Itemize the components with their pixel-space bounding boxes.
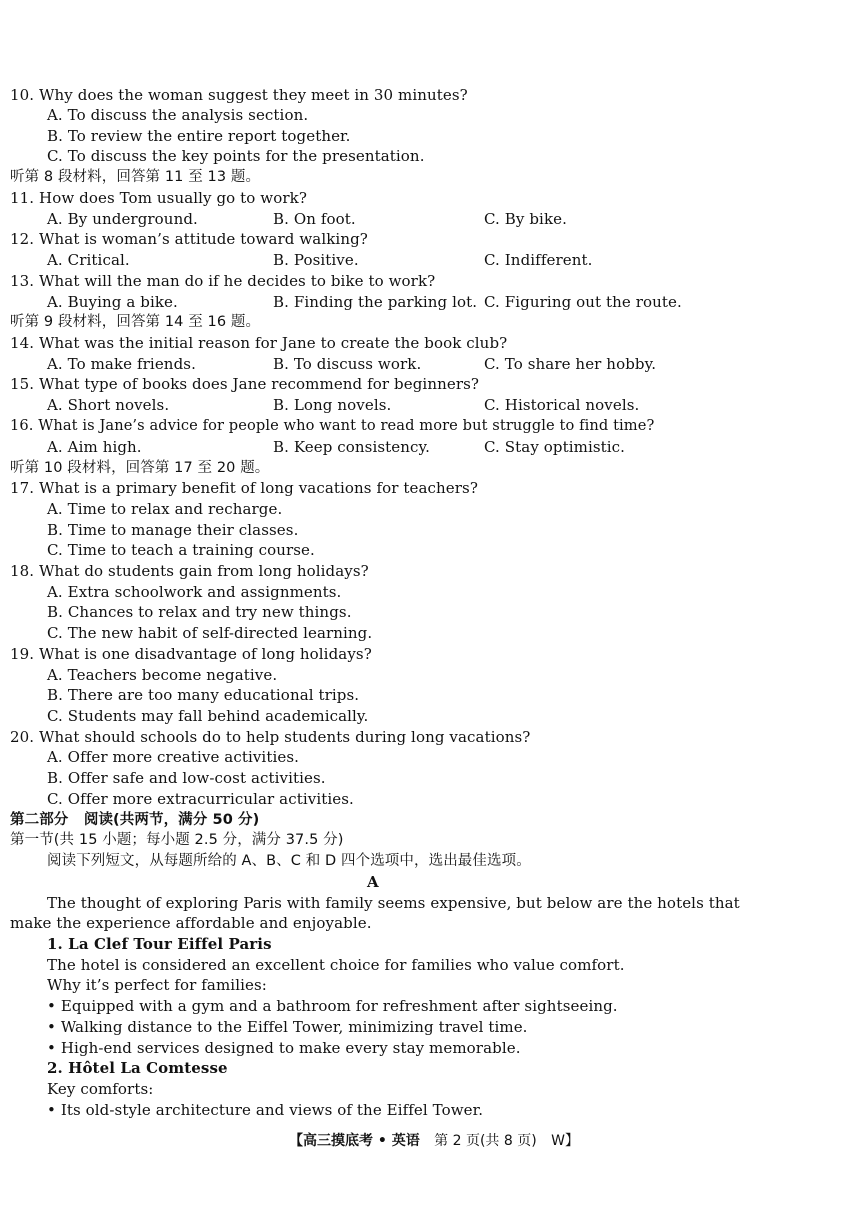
- question-13-option-c: C. Figuring out the route.: [484, 293, 682, 311]
- section-1-heading: 第一节(共 15 小题；每小题 2.5 分，满分 37.5 分): [10, 832, 344, 848]
- reading-instruction: 阅读下列短文，从每题所给的 A、B、C 和 D 四个选项中，选出最佳选项。: [47, 853, 531, 869]
- question-16-option-a: A. Aim high.: [47, 438, 142, 456]
- question-10-option-a: A. To discuss the analysis section.: [47, 106, 309, 124]
- passage-letter: A: [367, 873, 379, 891]
- footer-code: W】: [551, 1133, 579, 1149]
- question-17-option-c: C. Time to teach a training course.: [47, 541, 315, 559]
- question-10-stem: 10. Why does the woman suggest they meet in 30 minutes?: [10, 86, 468, 104]
- question-11-stem: 11. How does Tom usually go to work?: [10, 189, 307, 207]
- question-17-option-b: B. Time to manage their classes.: [47, 521, 299, 539]
- question-19-stem: 19. What is one disadvantage of long holidays?: [10, 645, 372, 663]
- question-12-option-c: C. Indifferent.: [484, 251, 593, 269]
- question-20-stem: 20. What should schools do to help students during long vacations?: [10, 728, 531, 746]
- question-13-stem: 13. What will the man do if he decides to bike to work?: [10, 272, 436, 290]
- question-16-option-c: C. Stay optimistic.: [484, 438, 626, 456]
- question-15-option-a: A. Short novels.: [47, 396, 170, 414]
- question-14-option-c: C. To share her hobby.: [484, 355, 657, 373]
- question-18-option-a: A. Extra schoolwork and assignments.: [47, 583, 342, 601]
- section-9-instruction: 听第 9 段材料，回答第 14 至 16 题。: [10, 314, 261, 330]
- question-14-option-a: A. To make friends.: [47, 355, 196, 373]
- passage-intro-line-1: The thought of exploring Paris with family seems expensive, but below are the hotels that: [47, 894, 740, 912]
- question-16-stem: 16. What is Jane’s advice for people who want to read more but struggle to find time?: [10, 417, 655, 434]
- question-12-option-a: A. Critical.: [47, 251, 130, 269]
- page-footer: [0, 1131, 868, 1151]
- hotel-1-bullet-1: • Equipped with a gym and a bathroom for refreshment after sightseeing.: [47, 997, 618, 1015]
- hotel-1-bullet-3: • High-end services designed to make every stay memorable.: [47, 1039, 521, 1057]
- question-13-option-b: B. Finding the parking lot.: [273, 293, 478, 311]
- question-14-stem: 14. What was the initial reason for Jane to create the book club?: [10, 334, 508, 352]
- section-10-instruction: 听第 10 段材料，回答第 17 至 20 题。: [10, 460, 270, 476]
- question-11-option-a: A. By underground.: [47, 210, 198, 228]
- footer-exam-title: 【高三摸底考 • 英语: [289, 1133, 420, 1149]
- part-2-heading: 第二部分 阅读(共两节，满分 50 分): [10, 812, 260, 828]
- question-12-option-b: B. Positive.: [273, 251, 359, 269]
- hotel-1-description: The hotel is considered an excellent choice for families who value comfort.: [47, 956, 625, 974]
- hotel-2-bullet-1: • Its old-style architecture and views of the Eiffel Tower.: [47, 1101, 484, 1119]
- question-17-option-a: A. Time to relax and recharge.: [47, 500, 283, 518]
- question-14-option-b: B. To discuss work.: [273, 355, 422, 373]
- question-15-option-b: B. Long novels.: [273, 396, 392, 414]
- question-11-option-b: B. On foot.: [273, 210, 356, 228]
- question-18-stem: 18. What do students gain from long holidays?: [10, 562, 369, 580]
- question-17-stem: 17. What is a primary benefit of long vacations for teachers?: [10, 479, 478, 497]
- question-19-option-a: A. Teachers become negative.: [47, 666, 278, 684]
- hotel-1-bullet-2: • Walking distance to the Eiffel Tower, minimizing travel time.: [47, 1018, 528, 1036]
- footer-page-number: 第 2 页(共 8 页): [434, 1133, 537, 1149]
- hotel-1-heading: 1. La Clef Tour Eiffel Paris: [47, 935, 272, 953]
- question-10-option-b: B. To review the entire report together.: [47, 127, 351, 145]
- question-15-option-c: C. Historical novels.: [484, 396, 640, 414]
- question-19-option-b: B. There are too many educational trips.: [47, 686, 360, 704]
- question-10-option-c: C. To discuss the key points for the presentation.: [47, 147, 425, 165]
- question-13-option-a: A. Buying a bike.: [47, 293, 178, 311]
- hotel-2-heading: 2. Hôtel La Comtesse: [47, 1059, 228, 1077]
- hotel-1-why: Why it’s perfect for families:: [47, 976, 267, 994]
- passage-intro-line-2: make the experience affordable and enjoyable.: [10, 914, 372, 932]
- question-20-option-c: C. Offer more extracurricular activities.: [47, 790, 354, 808]
- question-15-stem: 15. What type of books does Jane recommend for beginners?: [10, 375, 480, 393]
- question-12-stem: 12. What is woman’s attitude toward walking?: [10, 230, 368, 248]
- hotel-2-key-comforts: Key comforts:: [47, 1080, 154, 1098]
- question-20-option-b: B. Offer safe and low-cost activities.: [47, 769, 326, 787]
- question-19-option-c: C. Students may fall behind academically.: [47, 707, 369, 725]
- question-20-option-a: A. Offer more creative activities.: [47, 748, 299, 766]
- question-11-option-c: C. By bike.: [484, 210, 567, 228]
- question-16-option-b: B. Keep consistency.: [273, 438, 430, 456]
- question-18-option-c: C. The new habit of self-directed learning.: [47, 624, 373, 642]
- question-18-option-b: B. Chances to relax and try new things.: [47, 603, 352, 621]
- section-8-instruction: 听第 8 段材料，回答第 11 至 13 题。: [10, 169, 261, 185]
